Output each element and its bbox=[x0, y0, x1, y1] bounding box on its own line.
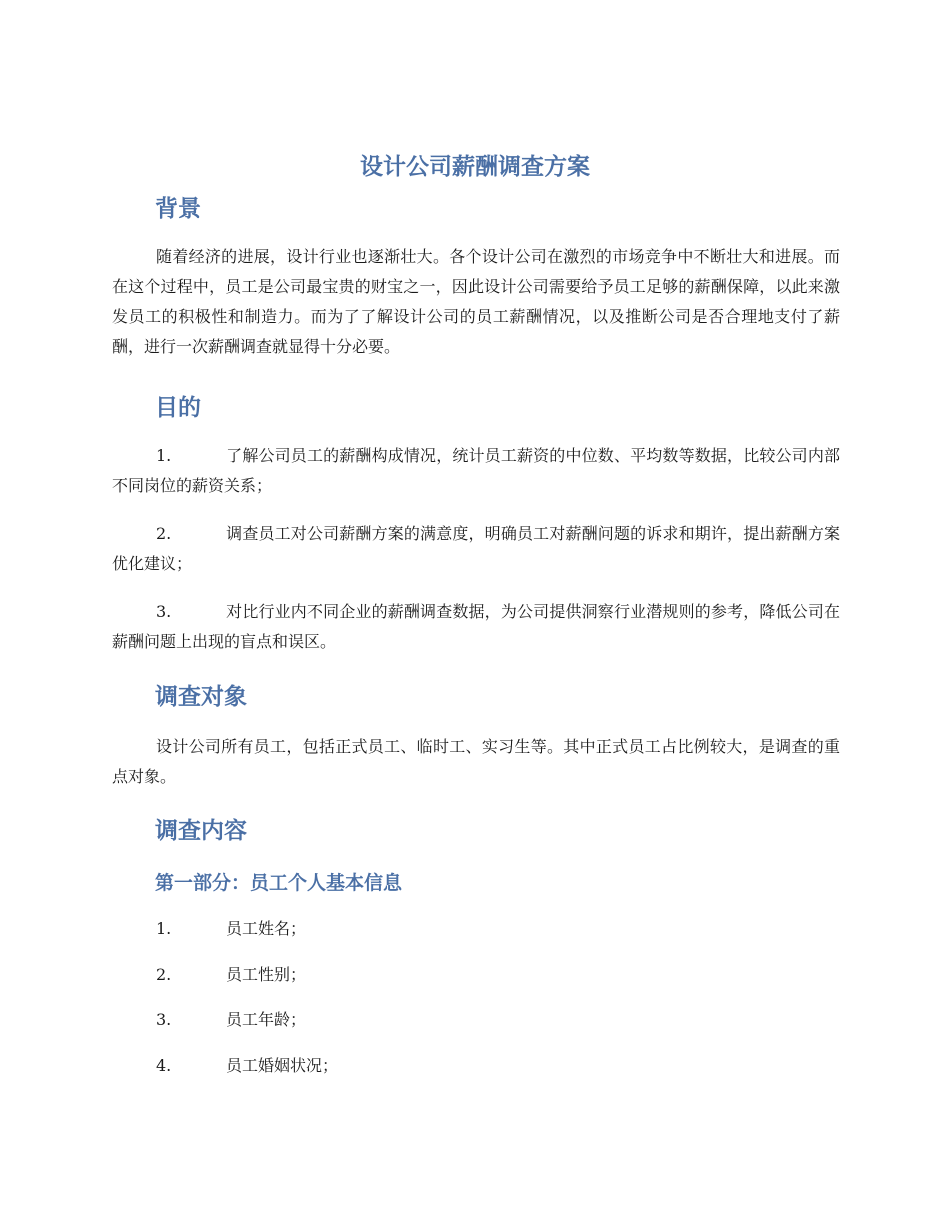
list-number: 3. bbox=[156, 602, 172, 621]
list-item-info-1 bbox=[112, 914, 840, 944]
list-text: 员工姓名； bbox=[226, 919, 307, 938]
heading-purpose: 目的 bbox=[155, 395, 201, 421]
list-number: 4. bbox=[156, 1056, 172, 1075]
document-title: 设计公司薪酬调查方案 bbox=[360, 154, 590, 180]
list-text: 员工性别； bbox=[226, 965, 307, 984]
list-number: 2. bbox=[156, 965, 172, 984]
heading-target: 调查对象 bbox=[155, 684, 247, 710]
list-text: 员工婚姻状况； bbox=[226, 1056, 339, 1075]
list-number: 1. bbox=[156, 446, 172, 465]
list-text: 了解公司员工的薪酬构成情况，统计员工薪资的中位数、平均数等数据，比较公司内部不同岗位的薪资关系； bbox=[112, 446, 840, 495]
list-item-purpose-2 bbox=[112, 519, 840, 579]
heading-background: 背景 bbox=[155, 196, 201, 222]
list-number: 2. bbox=[156, 524, 172, 543]
paragraph-target: 设计公司所有员工，包括正式员工、临时工、实习生等。其中正式员工占比例较大，是调查的重点对象。 bbox=[112, 737, 840, 786]
paragraph-background: 随着经济的进展，设计行业也逐渐壮大。各个设计公司在激烈的市场竞争中不断壮大和进展。而在这个过程中，员工是公司最宝贵的财宝之一，因此设计公司需要给予员工足够的薪酬保障，以此来激发员工的积极性和制造力。而为了了解设计公司的员工薪酬情况，以及推断公司是否合理地支付了薪酬，进行一次薪酬调查就显得十分必要。 bbox=[112, 247, 840, 356]
heading-content: 调查内容 bbox=[155, 818, 247, 844]
list-item-purpose-3 bbox=[112, 597, 840, 657]
list-text: 调查员工对公司薪酬方案的满意度，明确员工对薪酬问题的诉求和期许，提出薪酬方案优化建议； bbox=[112, 524, 840, 573]
heading-part1: 第一部分：员工个人基本信息 bbox=[155, 872, 403, 894]
list-text: 员工年龄； bbox=[226, 1010, 307, 1029]
list-number: 1. bbox=[156, 919, 172, 938]
list-number: 3. bbox=[156, 1010, 172, 1029]
list-item-info-4 bbox=[112, 1051, 840, 1081]
list-text: 对比行业内不同企业的薪酬调查数据，为公司提供洞察行业潜规则的参考，降低公司在薪酬问题上出现的盲点和误区。 bbox=[112, 602, 840, 651]
list-item-info-3 bbox=[112, 1005, 840, 1035]
list-item-purpose-1 bbox=[112, 441, 840, 501]
list-item-info-2 bbox=[112, 960, 840, 990]
